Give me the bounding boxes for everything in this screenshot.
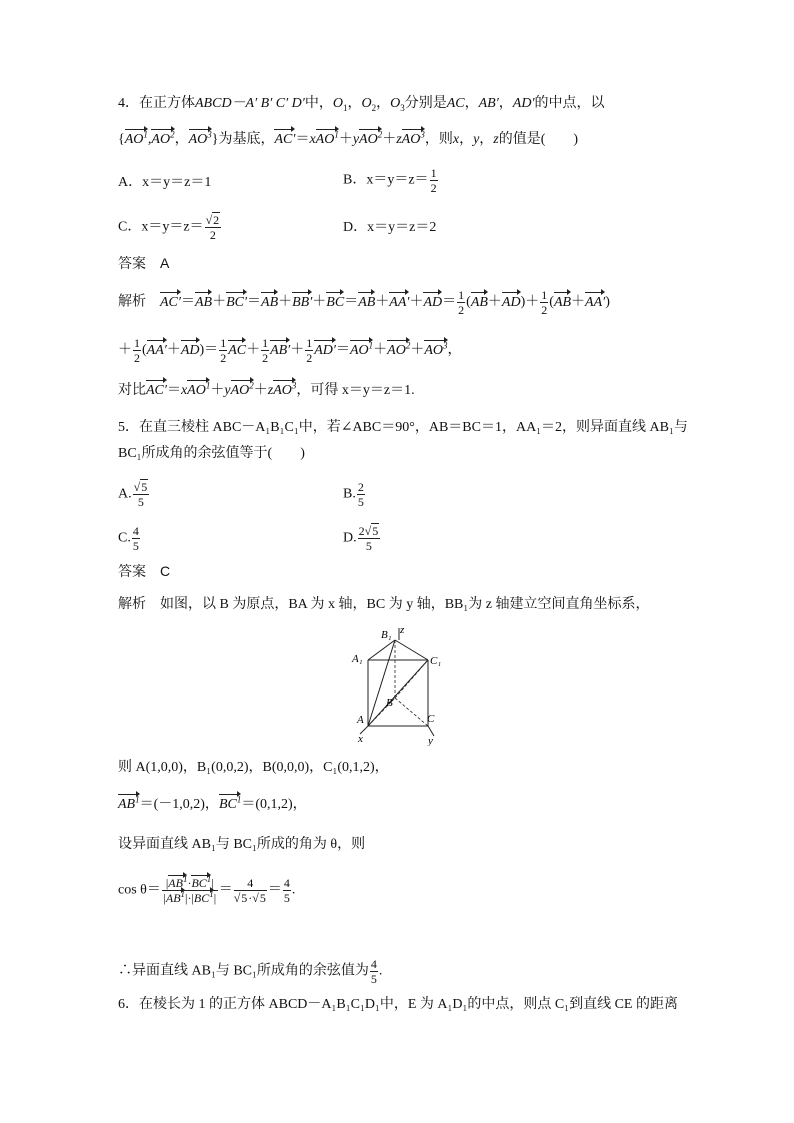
q5-option-c: C. $\frac{4}{5}$ <box>118 524 139 553</box>
answer-label: 答案 <box>118 255 146 271</box>
q5-option-a: A. $\frac{√5}{5}$ <box>118 480 148 509</box>
q4-analysis-line-2: ＋ $\frac{1}{2}$ (AA′＋AD)＝ $\frac{1}{2}$ AC＋ $\frac{1}{2}$ AB′＋ $\frac{1}{2}$ $AD'=AO^1+AO^2+AO^3$， <box>118 336 462 365</box>
vector-ab1-value: ＝(－1,0,2)， <box>139 797 219 812</box>
label-c: C <box>427 713 435 725</box>
q5-stem-text: 在直三棱柱 ABC－A₁B₁C₁中，若∠ABC＝90°，AB＝BC＝1，AA₁＝2，则异面直线 AB₁与 <box>139 420 688 435</box>
analysis-label: 解析 <box>118 595 146 611</box>
q4-option-d <box>343 218 436 238</box>
q5-vectors: $AB^1=(-1,0,2)$，$BC^1=(0,1,2)$， <box>118 795 307 815</box>
q4-number: 4． <box>118 96 139 111</box>
label-z: z <box>400 624 405 636</box>
theta-text: 设异面直线 AB₁与 BC₁所成的角为 θ，则 <box>118 837 366 852</box>
label-x: x <box>358 733 363 745</box>
q4-option-b: B．x＝y＝z＝ $\frac{1}{2}$ <box>343 166 437 195</box>
q4-stem-text: 中， <box>304 96 333 111</box>
label-b1: B₁ <box>381 629 392 641</box>
final-text: ∴异面直线 AB₁与 BC₁所成角的余弦值为 <box>118 963 369 979</box>
q4-stem-line-1: 4．在正方体ABCD－A′ B′ C′ D′中，$O_1$，$O_2$，$O_3$分别是AC，AB′，AD′的中点，以 <box>118 96 605 113</box>
q5-option-b: B. $\frac{2}{5}$ <box>343 480 364 509</box>
q4-option-b-text: B．x＝y＝z＝ <box>343 172 429 188</box>
q4-analysis-conclusion: 对比AC′＝xAO$^1$＋yAO$^2$＋zAO$^3$，可得 x＝y＝z＝1. <box>118 381 415 401</box>
q4-stem-line-2: {$AO^1,AO^2$，$AO^3$}为基底，AC′＝xAO$^1$＋yAO$^2$＋zAO$^3$，则x，y，z的值是( ) <box>118 130 578 150</box>
q6-stem <box>118 995 678 1015</box>
q5-final: ∴异面直线 AB₁与 BC₁所成角的余弦值为 $\frac{4}{5}$ . <box>118 957 383 986</box>
analysis-label: 解析 <box>118 292 146 309</box>
q4-option-a <box>118 173 211 193</box>
vector-bc1-value: ＝(0,1,2)， <box>241 797 307 812</box>
q6-stem-text: 在棱长为 1 的正方体 ABCD－A₁B₁C₁D₁中，E 为 A₁D₁的中点，则点 C₁到直线 CE 的距离 <box>139 997 678 1012</box>
q4-stem-text: ，则 <box>424 132 453 147</box>
q5-coords <box>118 758 389 778</box>
q5-option-d: D. $\frac{2√5}{5}$ <box>343 524 379 553</box>
q4-option-c-text: C．x＝y＝z＝ <box>118 219 204 235</box>
q4-answer <box>118 253 169 273</box>
label-a: A <box>357 714 364 726</box>
q4-stem-text: 的中点，以 <box>534 96 605 111</box>
coords-text: 则 A(1,0,0)，B₁(0,0,2)，B(0,0,0)，C₁(0,1,2)， <box>118 760 389 775</box>
label-c1: C₁ <box>430 655 442 667</box>
q5-option-c-label: C. <box>118 530 131 546</box>
q4-option-c: C．x＝y＝z＝ $\frac{√2}{2}$ <box>118 213 220 242</box>
q5-option-a-label: A. <box>118 486 132 502</box>
q5-number: 5． <box>118 420 139 435</box>
conclusion-text: ，可得 x＝y＝z＝1. <box>296 383 415 398</box>
cos-label: cos θ＝ <box>118 882 161 898</box>
q5-stem-line-2 <box>118 444 305 464</box>
label-y: y <box>428 735 433 746</box>
q5-stem-text: BC₁所成角的余弦值等于( ) <box>118 446 305 461</box>
q4-stem-text: 分别是 <box>404 96 447 111</box>
analysis-text: 如图，以 B 为原点，BA 为 x 轴，BC 为 y 轴，BB₁为 z 轴建立空间直角坐标系， <box>160 597 650 612</box>
conclusion-text: 对比 <box>118 383 146 398</box>
answer-value: C <box>160 563 171 579</box>
label-b: B <box>386 697 393 709</box>
q4-stem-text: 的值是( ) <box>498 132 579 147</box>
q4-stem-text: 为基底， <box>218 132 275 147</box>
q4-option-d-text: D．x＝y＝z＝2 <box>343 220 437 235</box>
q4-cube-name: ABCD－A′ B′ C′ D′ <box>195 96 305 111</box>
q4-analysis-line-1: 解析 AC′＝AB＋BC′＝AB＋BB′＋BC＝AB＋AA′＋AD＝ $\frac{1}{2}$ (AB＋AD)＋ $\frac{1}{2}$ (AB＋AA′) <box>118 288 610 317</box>
q4-option-a-text: A．x＝y＝z＝1 <box>118 175 212 190</box>
answer-label: 答案 <box>118 563 146 579</box>
q5-stem-line-1 <box>118 418 688 438</box>
q5-theta-line <box>118 835 365 855</box>
prism-figure <box>350 624 450 746</box>
q4-stem-text: 在正方体 <box>139 96 195 111</box>
label-a1: A₁ <box>352 653 363 665</box>
q5-option-b-label: B. <box>343 486 356 502</box>
q5-cos-formula: cos θ＝ $\frac{|AB^1\cdot BC^1|}{|AB^1|\cdot|BC^1|}$ ＝ $\frac{4}{√5\cdot√5}$ ＝ $\frac{4}{5}$ . <box>118 874 296 905</box>
q5-analysis-intro <box>118 593 649 615</box>
q5-option-d-label: D. <box>343 530 357 546</box>
q6-number: 6． <box>118 997 139 1012</box>
q5-answer <box>118 561 170 581</box>
answer-value: A <box>160 255 170 271</box>
